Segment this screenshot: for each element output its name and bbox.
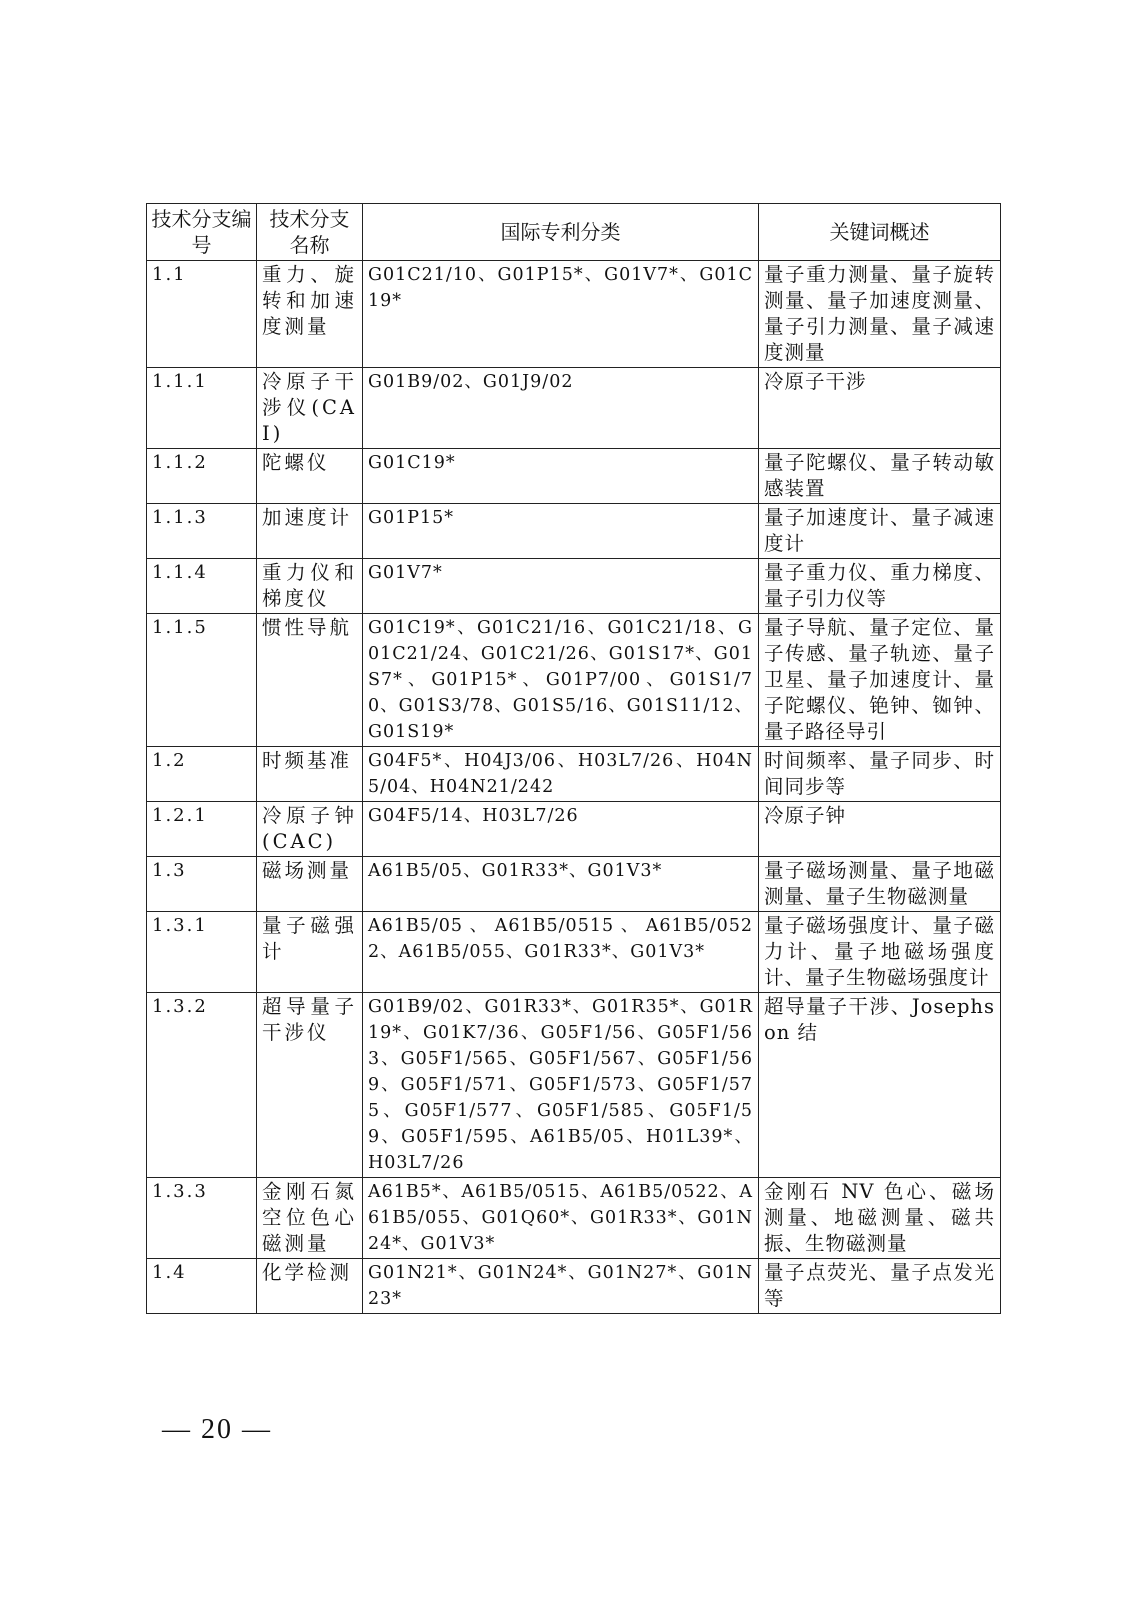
keywords-cell: 金刚石 NV 色心、磁场测量、地磁测量、磁共振、生物磁测量 bbox=[759, 1178, 1001, 1259]
keywords-cell: 量子磁场测量、量子地磁测量、量子生物磁测量 bbox=[759, 857, 1001, 912]
branch-name-cell: 重力、旋转和加速度测量 bbox=[257, 261, 363, 368]
branch-no-cell: 1.1.1 bbox=[147, 368, 257, 449]
table-row bbox=[147, 1178, 1001, 1259]
keywords-cell: 量子重力仪、重力梯度、量子引力仪等 bbox=[759, 559, 1001, 614]
table-header-row bbox=[147, 204, 1001, 261]
header-branch-no: 技术分支编号 bbox=[147, 204, 257, 261]
ipc-cell: G01C21/10、G01P15*、G01V7*、G01C19* bbox=[363, 261, 759, 368]
branch-no-cell: 1.1 bbox=[147, 261, 257, 368]
keywords-cell: 超导量子干涉、Josephson 结 bbox=[759, 993, 1001, 1178]
branch-no-cell: 1.3 bbox=[147, 857, 257, 912]
table-row bbox=[147, 559, 1001, 614]
ipc-cell: G04F5*、H04J3/06、H03L7/26、H04N5/04、H04N21/242 bbox=[363, 747, 759, 802]
table-row bbox=[147, 857, 1001, 912]
table-row bbox=[147, 747, 1001, 802]
ipc-cell: G01C19*、G01C21/16、G01C21/18、G01C21/24、G01C21/26、G01S17*、G01S7*、G01P15*、G01P7/00、G01S1/70、G01S3/78、G01S5/16、G01S11/12、G01S19* bbox=[363, 614, 759, 747]
keywords-cell: 冷原子钟 bbox=[759, 802, 1001, 857]
branch-name-cell: 冷原子干涉仪(CAI) bbox=[257, 368, 363, 449]
ipc-cell: G01B9/02、G01J9/02 bbox=[363, 368, 759, 449]
ipc-cell: G01N21*、G01N24*、G01N27*、G01N23* bbox=[363, 1259, 759, 1314]
table-row bbox=[147, 261, 1001, 368]
ipc-cell: G01V7* bbox=[363, 559, 759, 614]
branch-no-cell: 1.1.3 bbox=[147, 504, 257, 559]
branch-no-cell: 1.1.4 bbox=[147, 559, 257, 614]
header-ipc: 国际专利分类 bbox=[363, 204, 759, 261]
header-branch-name: 技术分支名称 bbox=[257, 204, 363, 261]
branch-name-cell: 冷原子钟(CAC) bbox=[257, 802, 363, 857]
branch-name-cell: 惯性导航 bbox=[257, 614, 363, 747]
branch-name-cell: 陀螺仪 bbox=[257, 449, 363, 504]
keywords-cell: 量子陀螺仪、量子转动敏感装置 bbox=[759, 449, 1001, 504]
branch-no-cell: 1.1.2 bbox=[147, 449, 257, 504]
branch-name-cell: 时频基准 bbox=[257, 747, 363, 802]
branch-no-cell: 1.1.5 bbox=[147, 614, 257, 747]
ipc-cell: G04F5/14、H03L7/26 bbox=[363, 802, 759, 857]
table-row bbox=[147, 449, 1001, 504]
keywords-cell: 量子加速度计、量子减速度计 bbox=[759, 504, 1001, 559]
ipc-cell: G01C19* bbox=[363, 449, 759, 504]
ipc-cell: A61B5/05、G01R33*、G01V3* bbox=[363, 857, 759, 912]
branch-no-cell: 1.3.3 bbox=[147, 1178, 257, 1259]
branch-no-cell: 1.2 bbox=[147, 747, 257, 802]
keywords-cell: 量子点荧光、量子点发光等 bbox=[759, 1259, 1001, 1314]
branch-name-cell: 重力仪和梯度仪 bbox=[257, 559, 363, 614]
patent-classification-table bbox=[146, 203, 1001, 1314]
table-row bbox=[147, 1259, 1001, 1314]
table-row bbox=[147, 802, 1001, 857]
keywords-cell: 量子导航、量子定位、量子传感、量子轨迹、量子卫星、量子加速度计、量子陀螺仪、铯钟、铷钟、量子路径导引 bbox=[759, 614, 1001, 747]
branch-name-cell: 磁场测量 bbox=[257, 857, 363, 912]
branch-name-cell: 超导量子干涉仪 bbox=[257, 993, 363, 1178]
ipc-cell: G01P15* bbox=[363, 504, 759, 559]
keywords-cell: 量子重力测量、量子旋转测量、量子加速度测量、量子引力测量、量子减速度测量 bbox=[759, 261, 1001, 368]
keywords-cell: 时间频率、量子同步、时间同步等 bbox=[759, 747, 1001, 802]
header-keywords: 关键词概述 bbox=[759, 204, 1001, 261]
branch-no-cell: 1.2.1 bbox=[147, 802, 257, 857]
branch-no-cell: 1.4 bbox=[147, 1259, 257, 1314]
table-row bbox=[147, 614, 1001, 747]
table-row bbox=[147, 912, 1001, 993]
branch-no-cell: 1.3.2 bbox=[147, 993, 257, 1178]
table-row bbox=[147, 993, 1001, 1178]
branch-name-cell: 金刚石氮空位色心磁测量 bbox=[257, 1178, 363, 1259]
keywords-cell: 冷原子干涉 bbox=[759, 368, 1001, 449]
branch-no-cell: 1.3.1 bbox=[147, 912, 257, 993]
keywords-cell: 量子磁场强度计、量子磁力计、量子地磁场强度计、量子生物磁场强度计 bbox=[759, 912, 1001, 993]
branch-name-cell: 化学检测 bbox=[257, 1259, 363, 1314]
branch-name-cell: 量子磁强计 bbox=[257, 912, 363, 993]
page-number: — 20 — bbox=[162, 1414, 272, 1445]
ipc-cell: G01B9/02、G01R33*、G01R35*、G01R19*、G01K7/36、G05F1/56、G05F1/563、G05F1/565、G05F1/567、G05F1/569、G05F1/571、G05F1/573、G05F1/575、G05F1/577、G05F1/585、G05F1/59、G05F1/595、A61B5/05、H01L39*、H03L7/26 bbox=[363, 993, 759, 1178]
table-row bbox=[147, 368, 1001, 449]
branch-name-cell: 加速度计 bbox=[257, 504, 363, 559]
ipc-cell: A61B5/05、A61B5/0515、A61B5/0522、A61B5/055、G01R33*、G01V3* bbox=[363, 912, 759, 993]
table-row bbox=[147, 504, 1001, 559]
ipc-cell: A61B5*、A61B5/0515、A61B5/0522、A61B5/055、G01Q60*、G01R33*、G01N24*、G01V3* bbox=[363, 1178, 759, 1259]
